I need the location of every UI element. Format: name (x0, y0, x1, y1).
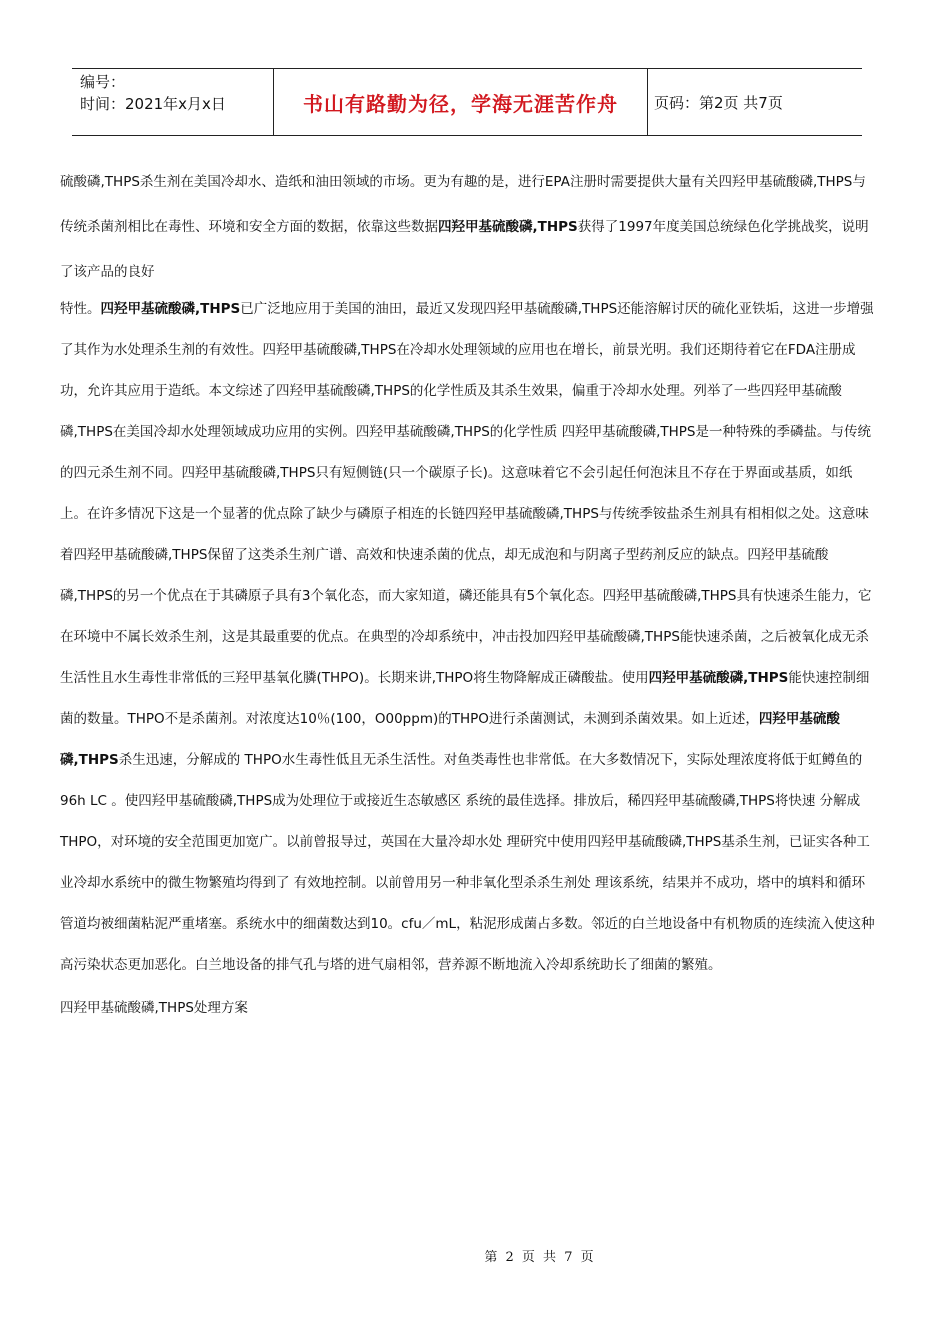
header-page-number: 页码：第2页 共7页 (654, 93, 783, 112)
page-footer: 第 2 页 共 7 页 (484, 1250, 596, 1265)
page-header (72, 68, 862, 136)
section-heading: 四羟甲基硫酸磷,THPS处理方案 (60, 1000, 248, 1016)
paragraph (60, 160, 878, 295)
bold-term: 四羟甲基硫酸磷,THPS (100, 301, 241, 317)
bold-term: 四羟甲基硫酸磷,THPS (438, 219, 578, 235)
bold-term: 四羟甲基硫酸磷,THPS (60, 711, 840, 768)
header-meta (80, 71, 270, 115)
text-run: 已广泛地应用于美国的油田，最近又发现四羟甲基硫酸磷,THPS还能溶解讨厌的硫化亚铁垢，这进一步增强了其作为水处理杀生剂的有效性。四羟甲基硫酸磷,THPS在冷却水处理领域的应用也在增长，前景光明。我们还期待着它在FDA注册成功，允许其应用于造纸。本文综述了四羟甲基硫酸磷,THPS的化学性质及其杀生效果，偏重于冷却水处理。列举了一些四羟甲基硫酸磷,THPS在美国冷却水处理领域成功应用的实例。四羟甲基硫酸磷,THPS的化学性质 四羟甲基硫酸磷,THPS是一种特殊的季磷盐。与传统的四元杀生剂不同。四羟甲基硫酸磷,THPS只有短侧链(只一个碳原子长)。这意味着它不会引起任何泡沫且不存在于界面或基质，如纸上。在许多情况下这是一个显著的优点除了缺少与磷原子相连的长链四羟甲基硫酸磷,THPS与传统季铵盐杀生剂具有相相似之处。这意味着四羟甲基硫酸磷,THPS保留了这类杀生剂广谱、高效和快速杀菌的优点，却无成泡和与阴离子型药剂反应的缺点。四羟甲基硫酸磷,THPS的另一个优点在于其磷原子具有3个氧化态，而大家知道，磷还能具有5个氧化态。四羟甲基硫酸磷,THPS具有快速杀生能力，它在环境中不属长效杀生剂，这是其最重要的优点。在典型的冷却系统中，冲击投加四羟甲基硫酸磷,THPS能快速杀菌，之后被氧化成无杀生活性且水生毒性非常低的三羟甲基氧化膦(THPO)。长期来讲,THPO将生物降解成正磷酸盐。使用 (60, 301, 874, 686)
document-time-label: 时间：2021年x月x日 (80, 95, 226, 113)
paragraph (60, 289, 878, 986)
document-number-label: 编号： (80, 73, 126, 91)
document-body (60, 160, 878, 1028)
bold-term: 四羟甲基硫酸磷,THPS (648, 670, 789, 686)
header-divider (647, 69, 648, 135)
text-run: 硫酸磷,THPS杀生剂在美国冷却水、造纸和油田领域的市场。更为有趣的是，进行EPA注册时需要提供大量有关四羟甲基硫酸磷,THPS与传统杀菌剂相比在毒性、环境和安全方面的数据，依靠这些数据 (60, 174, 866, 235)
text-run: 特性。 (60, 301, 101, 317)
text-run: 杀生迅速，分解成的 THPO水生毒性低且无杀生活性。对鱼类毒性也非常低。在大多数情况下，实际处理浓度将低于虹鳟鱼的96h LC 。使四羟甲基硫酸磷,THPS成为处理位于或接近生态敏感区 系统的最佳选择。排放后，稀四羟甲基硫酸磷,THPS将快速 分解成THPO，对环境的安全范围更加宽广。以前曾报导过，英国在大量冷却水处 理研究中使用四羟甲基硫酸磷,THPS基杀生剂，已证实各种工业冷却水系统中的微生物繁殖均得到了 有效地控制。以前曾用另一种非氧化型杀杀生剂处 理该系统，结果并不成功，塔中的填料和循环管道均被细菌粘泥严重堵塞。系统水中的细菌数达到10。cfu／mL，粘泥形成菌占多数。邻近的白兰地设备中有机物质的连续流入使这种高污染状态更加恶化。白兰地设备的排气孔与塔的进气扇相邻，营养源不断地流入冷却系统助长了细菌的繁殖。 (60, 752, 875, 973)
text-run: 能快速控制细菌的数量。THPO不是杀菌剂。对浓度达10％(100，O00ppm)的THPO进行杀菌测试，未测到杀菌效果。如上近述， (60, 670, 870, 727)
text-run: 获得了1997年度美国总统绿色化学挑战奖，说明了该产品的良好 (60, 219, 869, 280)
header-motto: 书山有路勤为径，学海无涯苦作舟 (303, 91, 618, 116)
